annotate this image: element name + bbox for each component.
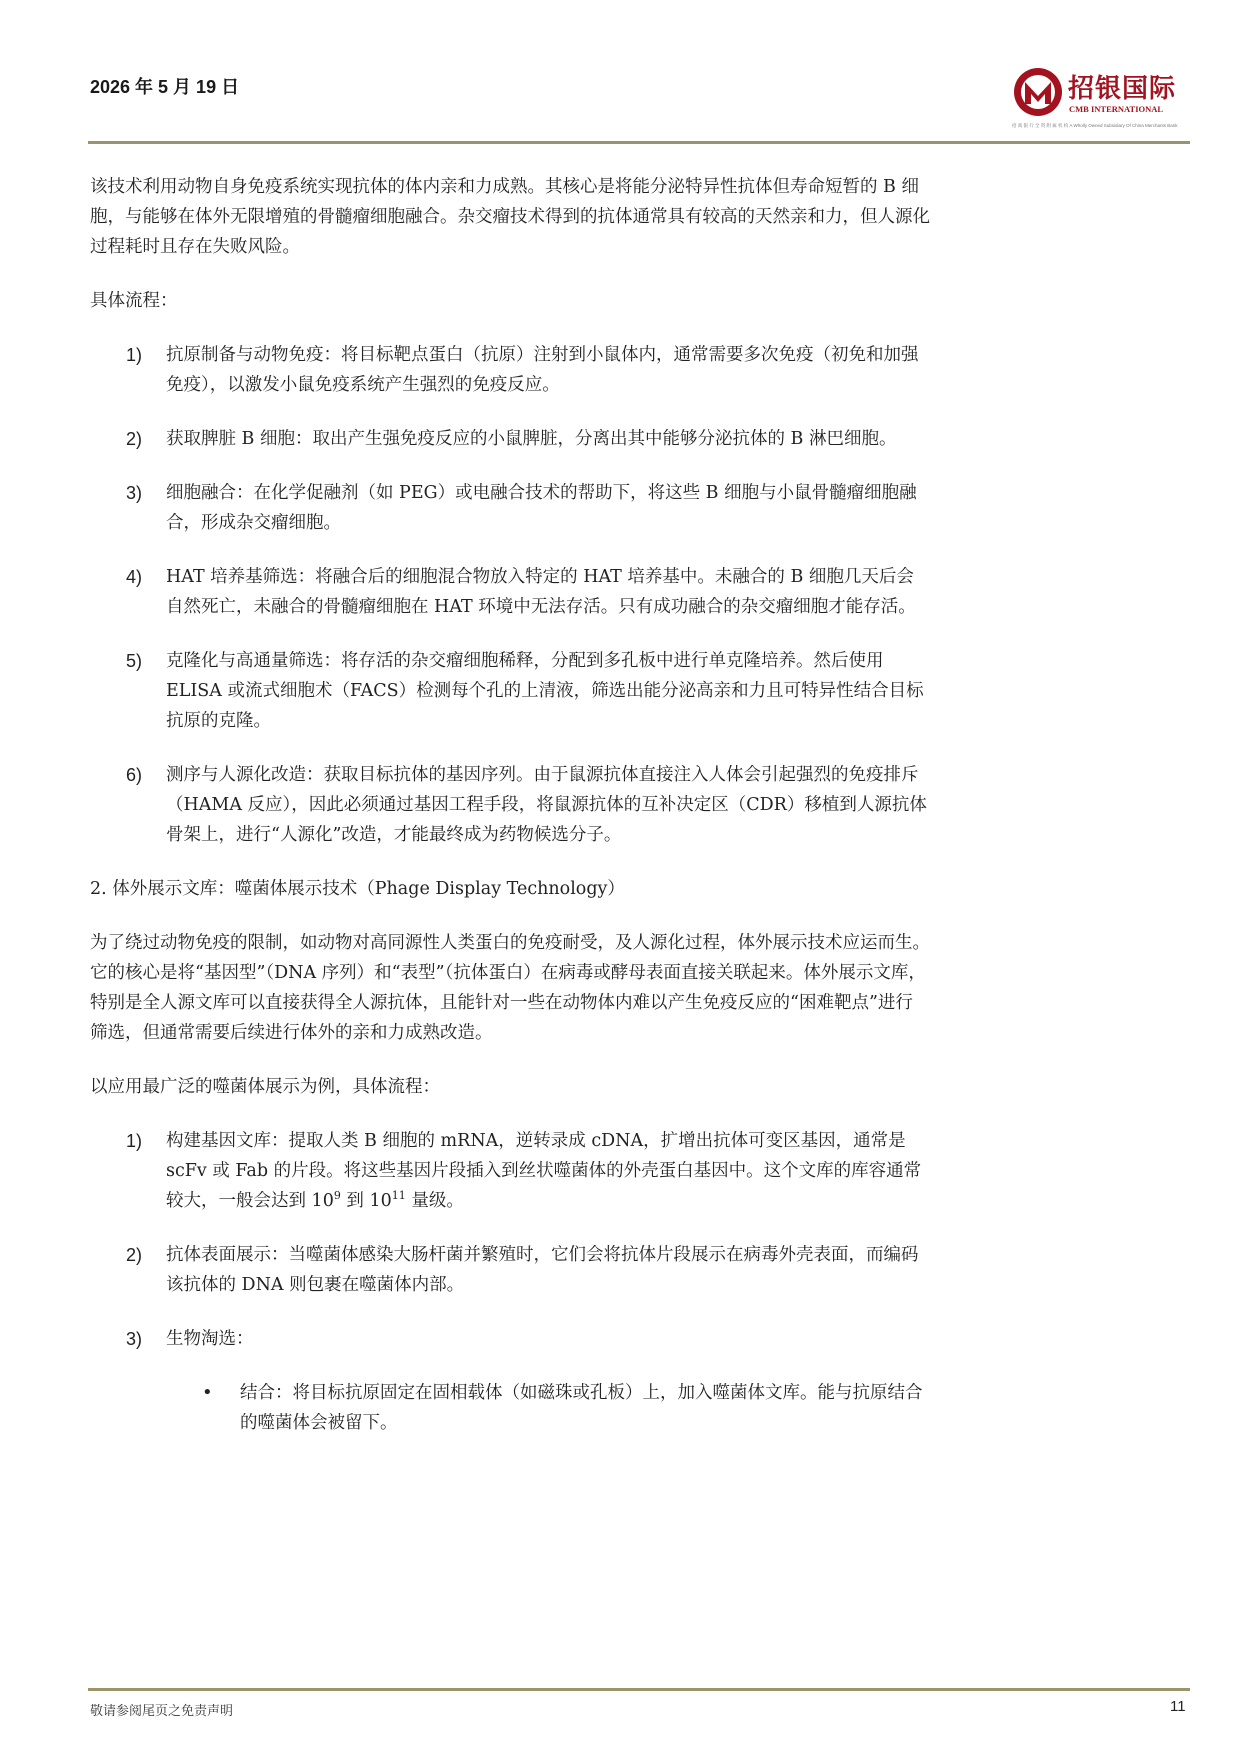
bullet-text: 结合：将目标抗原固定在固相载体（如磁珠或孔板）上，加入噬菌体文库。能与抗原结合的噬菌体会被留下。 — [240, 1383, 923, 1433]
header-divider — [88, 141, 1190, 144]
list-number: 3) — [126, 1329, 143, 1349]
main-content — [90, 172, 930, 1438]
list-item — [90, 1126, 930, 1216]
list-item — [90, 646, 930, 736]
list-number: 5) — [126, 651, 143, 671]
list-number: 3) — [126, 483, 143, 503]
bullet-item — [90, 1378, 930, 1438]
list-text: 细胞融合：在化学促融剂（如 PEG）或电融合技术的帮助下，将这些 B 细胞与小鼠骨髓瘤细胞融合，形成杂交瘤细胞。 — [166, 483, 917, 533]
list-item — [90, 760, 930, 850]
list-item — [90, 340, 930, 400]
section-heading: 2. 体外展示文库：噬菌体展示技术（Phage Display Technology） — [90, 879, 625, 899]
process-label: 具体流程： — [90, 291, 178, 311]
list-number: 4) — [126, 567, 143, 587]
page-number: 11 — [1170, 1698, 1186, 1715]
list-item — [90, 1240, 930, 1300]
list-item — [90, 478, 930, 538]
list-text: 生物淘选： — [166, 1329, 254, 1349]
list-text: 抗体表面展示：当噬菌体感染大肠杆菌并繁殖时，它们会将抗体片段展示在病毒外壳表面，而编码该抗体的 DNA 则包裹在噬菌体内部。 — [166, 1245, 919, 1295]
list-number: 6) — [126, 765, 143, 785]
list-text: 测序与人源化改造：获取目标抗体的基因序列。由于鼠源抗体直接注入人体会引起强烈的免疫排斥（HAMA 反应），因此必须通过基因工程手段，将鼠源抗体的互补决定区（CDR）移植到人源抗体骨架上，进行“人源化”改造，才能最终成为药物候选分子。 — [166, 765, 927, 845]
list-number: 2) — [126, 1245, 143, 1265]
exponent: 11 — [391, 1189, 406, 1203]
process-label: 以应用最广泛的噬菌体展示为例，具体流程： — [90, 1077, 440, 1097]
section-paragraph: 为了绕过动物免疫的限制，如动物对高同源性人类蛋白的免疫耐受，及人源化过程，体外展示技术应运而生。它的核心是将“基因型”（DNA 序列）和“表型”（抗体蛋白）在病毒或酵母表面直接关联起来。体外展示文库，特别是全人源文库可以直接获得全人源抗体，且能针对一些在动物体内难以产生免疫反应的“困难靶点”进行筛选，但通常需要后续进行体外的亲和力成熟改造。 — [90, 933, 930, 1043]
bullet-icon: • — [202, 1382, 213, 1403]
list-text: 克隆化与高通量筛选：将存活的杂交瘤细胞稀释，分配到多孔板中进行单克隆培养。然后使用 ELISA 或流式细胞术（FACS）检测每个孔的上清液，筛选出能分泌高亲和力且可特异性结合目标抗原的克隆。 — [166, 651, 924, 731]
exponent: 9 — [333, 1189, 341, 1203]
list-number: 1) — [126, 345, 143, 365]
list-item — [90, 424, 930, 454]
footer-disclaimer: 敬请参阅尾页之免责声明 — [90, 1704, 234, 1719]
logo-subtitle: 招 商 银 行 全 资 附 属 机 构 A Wholly Owned Subsidiary Of China Merchants Bank — [1012, 123, 1178, 128]
list-number: 2) — [126, 429, 143, 449]
list-text: 获取脾脏 B 细胞：取出产生强免疫反应的小鼠脾脏，分离出其中能够分泌抗体的 B 淋巴细胞。 — [166, 429, 897, 449]
list-item — [90, 562, 930, 622]
list-number: 1) — [126, 1131, 143, 1151]
intro-paragraph: 该技术利用动物自身免疫系统实现抗体的体内亲和力成熟。其核心是将能分泌特异性抗体但寿命短暂的 B 细胞，与能够在体外无限增殖的骨髓瘤细胞融合。杂交瘤技术得到的抗体通常具有较高的天然亲和力，但人源化过程耗时且存在失败风险。 — [90, 177, 930, 257]
logo-chinese-name: 招银国际 — [1068, 74, 1177, 104]
report-date: 2026 年 5 月 19 日 — [90, 77, 240, 97]
cmb-logo-icon — [1012, 66, 1064, 118]
logo-english-name: CMB INTERNATIONAL — [1069, 104, 1164, 114]
company-logo — [1012, 66, 1192, 142]
list-text: 构建基因文库：提取人类 B 细胞的 mRNA，逆转录成 cDNA，扩增出抗体可变区基因，通常是 scFv 或 Fab 的片段。将这些基因片段插入到丝状噬菌体的外壳蛋白基因中。这个文库的库容通常较大，一般会达到 $10^9$ 到 $10^{11}$ 量级。 — [166, 1131, 922, 1211]
footer-divider — [88, 1688, 1190, 1691]
list-text: HAT 培养基筛选：将融合后的细胞混合物放入特定的 HAT 培养基中。未融合的 B 细胞几天后会自然死亡，未融合的骨髓瘤细胞在 HAT 环境中无法存活。只有成功融合的杂交瘤细胞才能存活。 — [166, 567, 916, 617]
list-item — [90, 1324, 930, 1354]
list-text: 抗原制备与动物免疫：将目标靶点蛋白（抗原）注射到小鼠体内，通常需要多次免疫（初免和加强免疫），以激发小鼠免疫系统产生强烈的免疫反应。 — [166, 345, 919, 395]
